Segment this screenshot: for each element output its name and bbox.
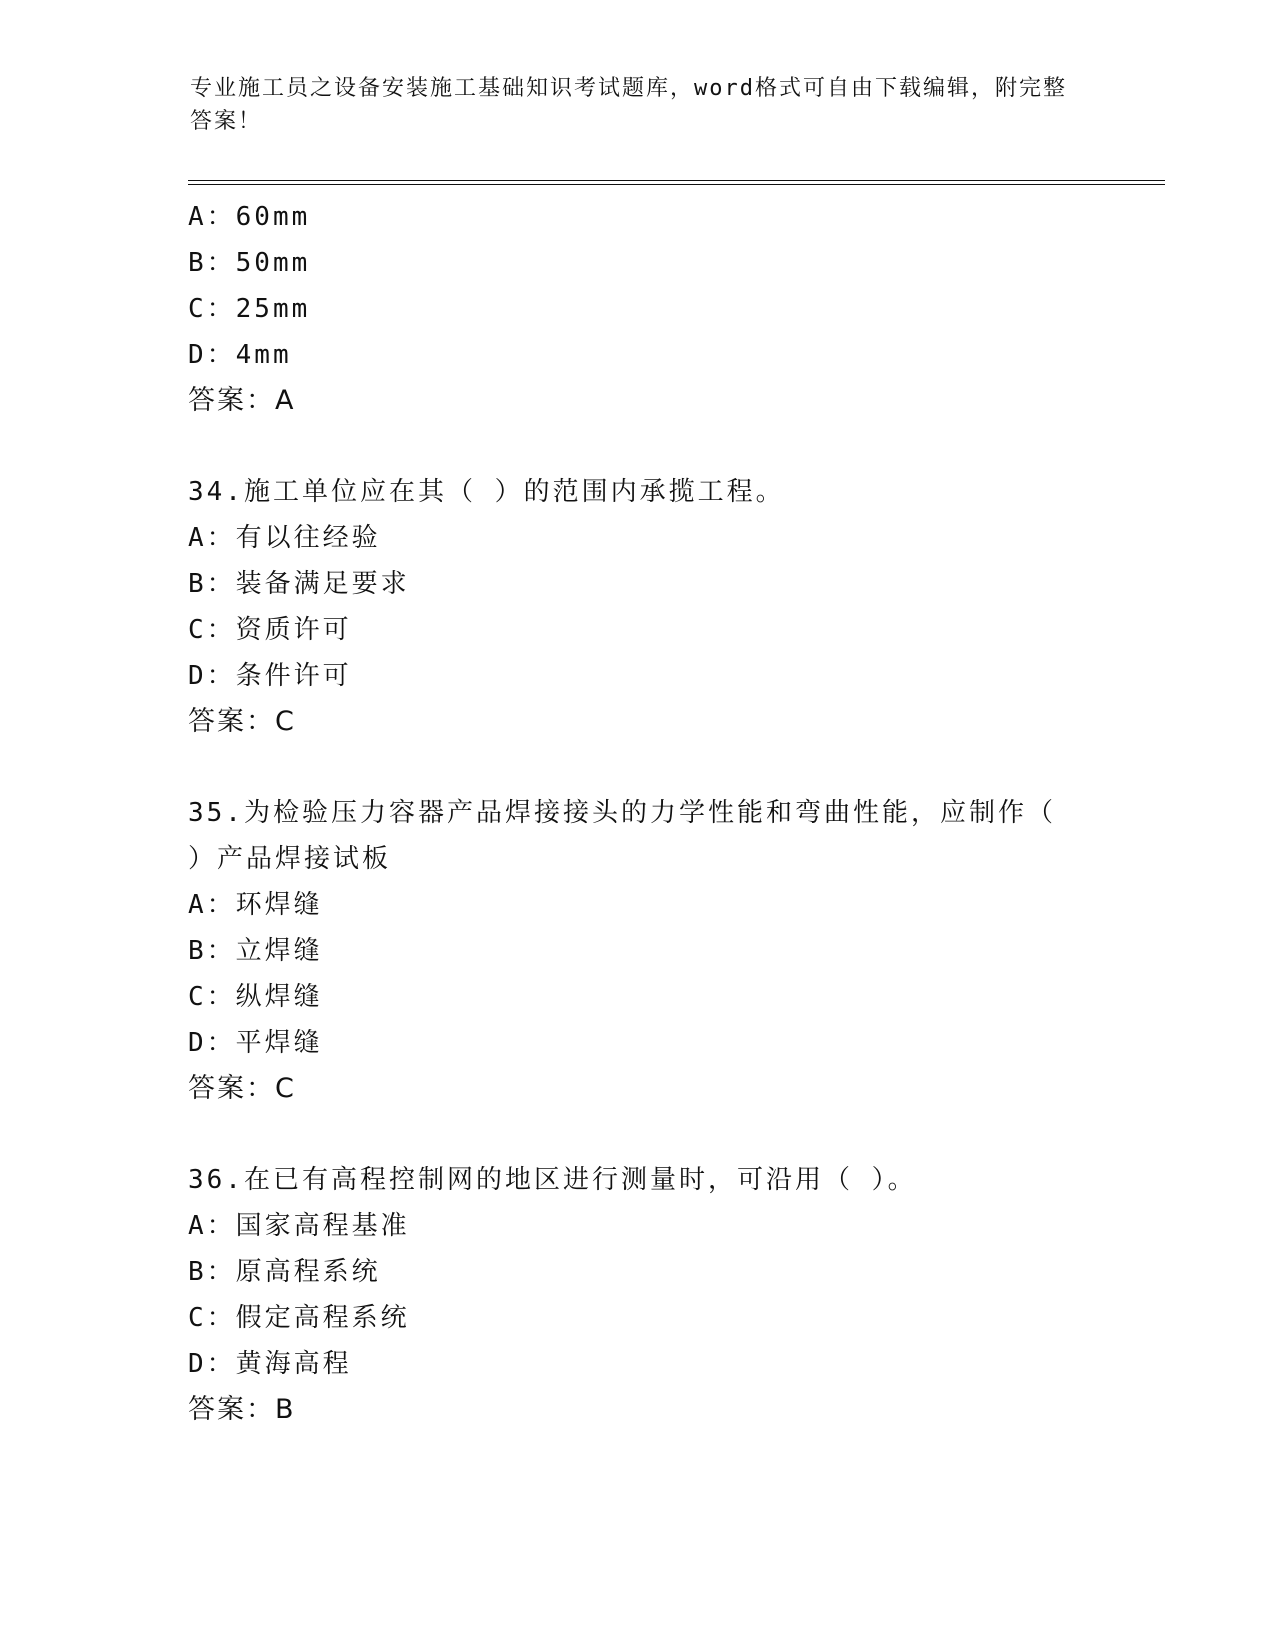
option-c: C：资质许可 <box>188 615 352 645</box>
header-divider-top <box>188 180 1165 181</box>
option-d: D：黄海高程 <box>188 1349 352 1379</box>
option-d: D：平焊缝 <box>188 1028 323 1058</box>
option-a: A：有以往经验 <box>188 523 381 553</box>
question-list <box>188 194 1088 1433</box>
question-block-36 <box>188 1157 1088 1433</box>
option-d: D：条件许可 <box>188 661 352 691</box>
option-a: A：环焊缝 <box>188 890 323 920</box>
option-a: A：国家高程基准 <box>188 1211 410 1241</box>
option-b: B：50mm <box>188 248 311 278</box>
option-d: D：4mm <box>188 340 292 370</box>
question-stem: 35.为检验压力容器产品焊接接头的力学性能和弯曲性能，应制作（ <box>188 798 1056 828</box>
option-c: C：假定高程系统 <box>188 1303 410 1333</box>
question-stem: 36.在已有高程控制网的地区进行测量时，可沿用（ ）。 <box>188 1165 917 1195</box>
question-block-33 <box>188 194 1088 424</box>
question-block-34 <box>188 469 1088 745</box>
option-c: C：25mm <box>188 294 311 324</box>
header-divider-bottom <box>188 184 1165 185</box>
option-b: B：装备满足要求 <box>188 569 410 599</box>
option-a: A：60mm <box>188 202 311 232</box>
question-stem: 34.施工单位应在其（ ）的范围内承揽工程。 <box>188 477 785 507</box>
answer-line: 答案：B <box>188 1394 296 1425</box>
question-block-35 <box>188 790 1088 1112</box>
document-header: 专业施工员之设备安装施工基础知识考试题库，word格式可自由下载编辑，附完整答案！ <box>190 76 1067 134</box>
answer-line: 答案：C <box>188 1073 296 1104</box>
answer-line: 答案：A <box>188 385 296 416</box>
option-c: C：纵焊缝 <box>188 982 323 1012</box>
question-stem-continued: ）产品焊接试板 <box>188 844 392 874</box>
answer-line: 答案：C <box>188 706 296 737</box>
option-b: B：立焊缝 <box>188 936 323 966</box>
option-b: B：原高程系统 <box>188 1257 381 1287</box>
